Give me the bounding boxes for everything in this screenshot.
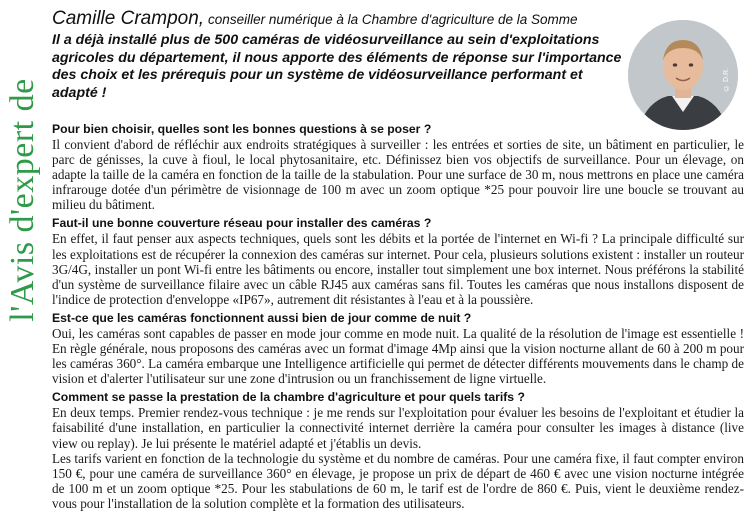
sidebar — [0, 0, 44, 529]
lead-paragraph: Il a déjà installé plus de 500 caméras de vidéosurveillance au sein d'exploitations agricoles du département, il nous apporte des éléments de réponse sur l'importance des choix et les prérequis pour un système de vidéosurveillance performant et adapté ! — [52, 32, 622, 101]
question: Est-ce que les caméras fonctionnent aussi bien de jour comme de nuit ? — [52, 310, 472, 325]
article-header — [52, 8, 622, 102]
answer-continued: Les tarifs varient en fonction de la technologie du système et du nombre de caméras. Pour une caméra fixe, il faut compter environ 150 €, pour une caméra de surveillance 360° en élevage, je propose un prix de départ de 460 € avec une vision nocturne intégrée de 100 m et un zoom optique *25. Pour les stabulations de 60 m, le tarif est de l'ordre de 860 €. Puis, vient le deuxième rendez-vous pour l'installation de la solution complète et la formation des utilisateurs. — [52, 450, 744, 511]
qa-block — [52, 122, 744, 212]
question: Pour bien choisir, quelles sont les bonnes questions à se poser ? — [52, 122, 432, 136]
question: Faut-il une bonne couverture réseau pour installer des caméras ? — [52, 216, 432, 231]
qa-block — [52, 311, 744, 386]
question: Comment se passe la prestation de la chambre d'agriculture et pour quels tarifs ? — [52, 390, 525, 405]
answer: Oui, les caméras sont capables de passer en mode jour comme en mode nuit. La qualité de la résolution de l'image est essentielle ! En règle générale, nous proposons des caméras avec un format d'image 4Mp ainsi que la vision nocturne allant de 60 à 200 m pour les caméras 360°. La caméra embarque une Intelligence artificielle qui permet de détecter différents mouvements dans le champ de vision et d'alerter l'utilisateur sur une zone d'intrusion ou un franchissement de ligne virtuelle. — [52, 325, 744, 387]
answer: En effet, il faut penser aux aspects techniques, quels sont les débits et la portée de l'internet en Wi-fi ? La principale difficulté sur les exploitations est de récupérer la connexion des caméras sur internet. Pour cela, plusieurs solutions existent : installer un routeur 3G/4G, installer un pont Wi-fi entre les bâtiments ou encore, installer tout simplement une box internet. Nous préférons la stabilité d'un système de surveillance filaire avec un câble RJ45 aux caméras sans fil. Toutes les caméras que nous installons disposent de l'indice de protection d'enveloppe «IP67», autrement dit résistantes à l'eau et à la poussière. — [52, 231, 744, 307]
answer: Il convient d'abord de réfléchir aux endroits stratégiques à surveiller : les entrées et sorties de site, un bâtiment en particulier, le parc de génisses, la cuve à fioul, le local phytosanitaire, etc. Définissez bien vos objectifs de surveillance. Pour un élevage, on adapte la taille de la caméra en fonction de la taille de la stabulation. Pour une surface de 30 m, nous mettrons en place une caméra infrarouge dotée d'un périmètre de visionnage de 100 m avec un zoom optique *25 pour pouvoir lire une boucle se trouvant au milieu du bâtiment. — [52, 137, 744, 213]
photo-credit: © D.R. — [723, 68, 730, 91]
article-body — [52, 122, 744, 515]
answer: En deux temps. Premier rendez-vous technique : je me rends sur l'exploitation pour évaluer les besoins de l'exploitant et étudier la faisabilité d'une installation, en particulier la connectivité internet derrière la caméra pour consulter les images à distance (live view ou replay). Je lui présente le matériel adapté et j'établis un devis. — [52, 405, 744, 451]
portrait-image — [628, 20, 738, 130]
expert-name: Camille Crampon, — [52, 8, 205, 29]
qa-block — [52, 390, 744, 511]
qa-block — [52, 216, 744, 306]
expert-role: conseiller numérique à la Chambre d'agriculture de la Somme — [208, 12, 578, 27]
section-title: l'Avis d'expert de — [4, 78, 41, 322]
expert-portrait — [628, 20, 738, 130]
